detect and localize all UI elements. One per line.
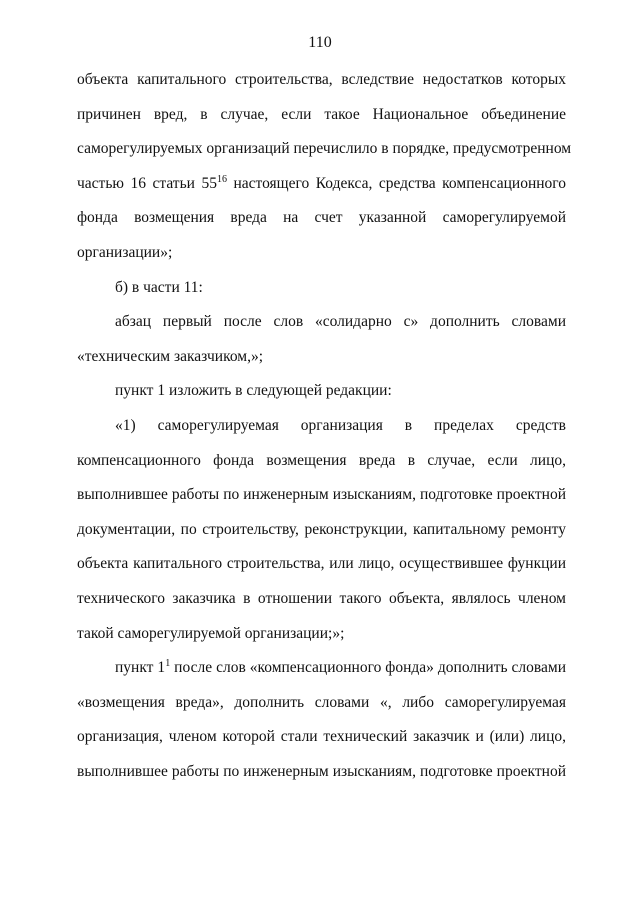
text-line: такой саморегулируемой организации;»; [77,624,345,642]
text-segment: после слов «компенсационного фонда» дополнить словами [170,659,566,677]
text-segment: частью 16 статьи 55 [77,174,217,192]
paragraph-line: «1) саморегулируемая организация в пределах средств [115,416,566,434]
text-line-with-superscript [77,174,566,209]
page-number: 110 [308,34,332,51]
superscript: 16 [216,173,227,185]
document-body [77,70,572,796]
text-line: организации»; [77,243,173,261]
text-line: «техническим заказчиком,»; [77,347,264,365]
text-line: технического заказчика в отношении такого объекта, являлось членом [77,589,566,607]
text-line: документации, по строительству, реконструкции, капитальному ремонту [77,520,566,538]
text-line: выполнившее работы по инженерным изысканиям, подготовке проектной [77,762,566,780]
text-segment: пункт 1 [115,659,166,677]
text-line: фонда возмещения вреда на счет указанной саморегулируемой [77,209,566,227]
text-line: компенсационного фонда возмещения вреда в случае, если лицо, [77,451,566,469]
text-line: «возмещения вреда», дополнить словами «, либо саморегулируемая [77,693,566,711]
text-line: саморегулируемых организаций перечислило в порядке, предусмотренном [77,140,572,158]
paragraph-line-with-superscript [77,658,566,693]
text-line: объекта капитального строительства, или лицо, осуществившее функции [77,555,566,573]
text-line: организация, членом которой стали технический заказчик и (или) лицо, [77,728,566,746]
text-segment: настоящего Кодекса, средства компенсационного [226,174,567,192]
text-line: объекта капитального строительства, вследствие недостатков которых [77,71,566,88]
superscript: 1 [165,658,171,670]
paragraph-line: абзац первый после слов «солидарно с» дополнить словами [115,313,566,331]
paragraph-line: б) в части 11: [115,278,203,296]
text-line: причинен вред, в случае, если такое Национальное объединение [77,105,566,123]
paragraph-line: пункт 1 изложить в следующей редакции: [115,382,392,400]
text-line: выполнившее работы по инженерным изысканиям, подготовке проектной [77,486,566,504]
